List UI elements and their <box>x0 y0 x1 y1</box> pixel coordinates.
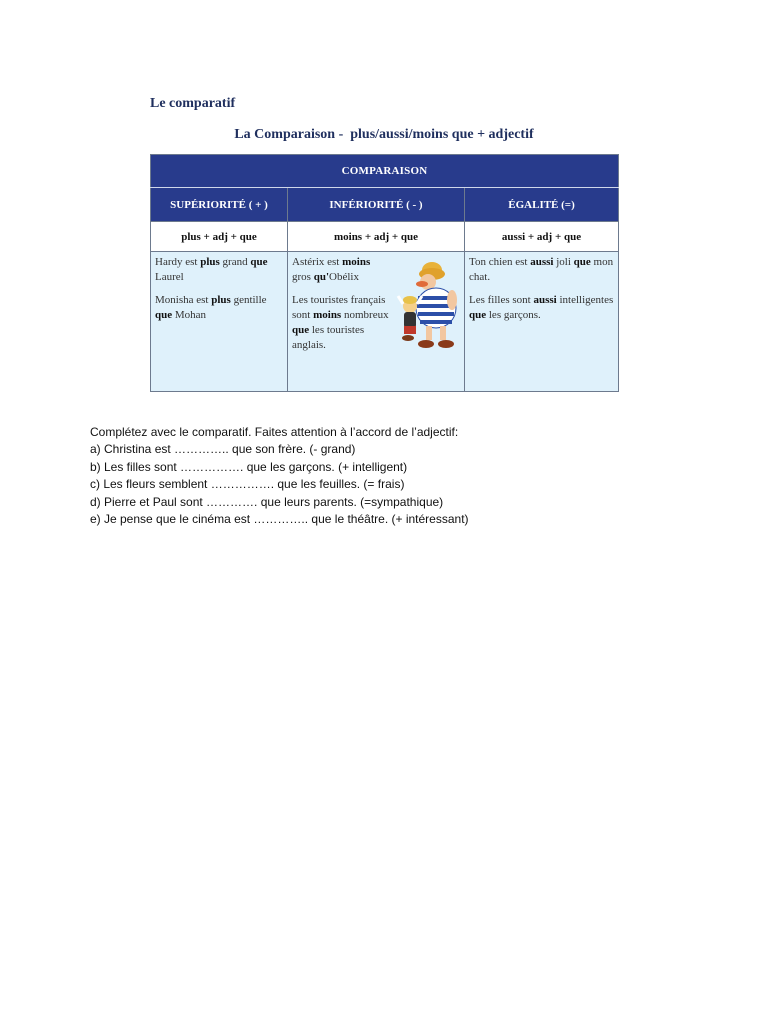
keyword-bold: que <box>292 324 310 336</box>
exercise-item: c) Les fleurs semblent ……………. que les feuilles. (= frais) <box>90 477 405 492</box>
table-title: COMPARAISON <box>151 155 619 188</box>
formula-row <box>151 222 619 252</box>
comparison-table <box>150 154 619 392</box>
header-superiority: SUPÉRIORITÉ ( + ) <box>151 188 288 222</box>
example-sentence <box>469 293 614 323</box>
example-sentence <box>292 255 390 285</box>
formula-equality: aussi + adj + que <box>465 222 619 252</box>
exercise-instruction: Complétez avec le comparatif. Faites attention à l’accord de l’adjectif: <box>90 425 459 439</box>
keyword-bold: moins <box>342 256 371 268</box>
example-sentence <box>292 293 390 353</box>
example-sentence <box>469 255 614 285</box>
document-heading: Le comparatif <box>150 96 236 111</box>
sentence-text: les garçons. <box>486 309 541 321</box>
sentence-text: mon chat. <box>469 256 616 283</box>
sentence-text: Ton chien est <box>469 256 531 268</box>
sentence-text: joli <box>553 256 574 268</box>
sentence-text: Astérix est <box>292 256 343 268</box>
examples-row <box>151 252 619 392</box>
example-sentence <box>155 255 283 285</box>
sentence-text: Hardy est <box>155 256 201 268</box>
sentence-text: Mohan <box>172 309 207 321</box>
keyword-bold: que <box>250 256 268 268</box>
keyword-bold: plus <box>200 256 220 268</box>
examples-equality <box>465 252 619 392</box>
examples-inferiority <box>288 252 465 392</box>
sentence-text: Obélix <box>329 271 359 283</box>
keyword-bold: moins <box>313 309 342 321</box>
column-header-row <box>151 188 619 222</box>
sentence-text: gentille <box>230 294 270 306</box>
keyword-bold: que <box>573 256 591 268</box>
keyword-bold: aussi <box>530 256 554 268</box>
table-title-row <box>151 155 619 188</box>
table-subtitle: La Comparaison - plus/aussi/moins que + adjectif <box>234 127 534 142</box>
sentence-text: intelligentes <box>556 294 616 306</box>
keyword-bold: qu' <box>313 271 329 283</box>
sentence-text: grand <box>219 256 251 268</box>
header-equality: ÉGALITÉ (=) <box>465 188 619 222</box>
example-sentence <box>155 293 283 323</box>
sentence-text: Les filles sont <box>469 294 534 306</box>
exercise-item: e) Je pense que le cinéma est ………….. que le théâtre. (+ intéressant) <box>90 512 469 527</box>
sentence-text: Laurel <box>155 256 271 283</box>
exercise-item: d) Pierre et Paul sont …………. que leurs parents. (=sympathique) <box>90 494 444 509</box>
header-inferiority: INFÉRIORITÉ ( - ) <box>288 188 465 222</box>
sentence-text: gros <box>292 256 373 283</box>
asterix-obelix-illustration <box>392 260 460 350</box>
exercise-item: b) Les filles sont ……………. que les garçons. (+ intelligent) <box>90 459 408 474</box>
exercise-block <box>90 424 710 528</box>
sentence-text: nombreux <box>341 309 392 321</box>
sentence-text: Les touristes français sont <box>292 294 389 321</box>
formula-inferiority: moins + adj + que <box>288 222 465 252</box>
sentence-text: les touristes anglais. <box>292 324 367 351</box>
sentence-text: Monisha est <box>155 294 212 306</box>
keyword-bold: que <box>469 309 487 321</box>
keyword-bold: que <box>155 309 173 321</box>
keyword-bold: plus <box>211 294 231 306</box>
examples-superiority <box>151 252 288 392</box>
formula-superiority: plus + adj + que <box>151 222 288 252</box>
exercise-item: a) Christina est ………….. que son frère. (- grand) <box>90 442 356 457</box>
keyword-bold: aussi <box>533 294 557 306</box>
